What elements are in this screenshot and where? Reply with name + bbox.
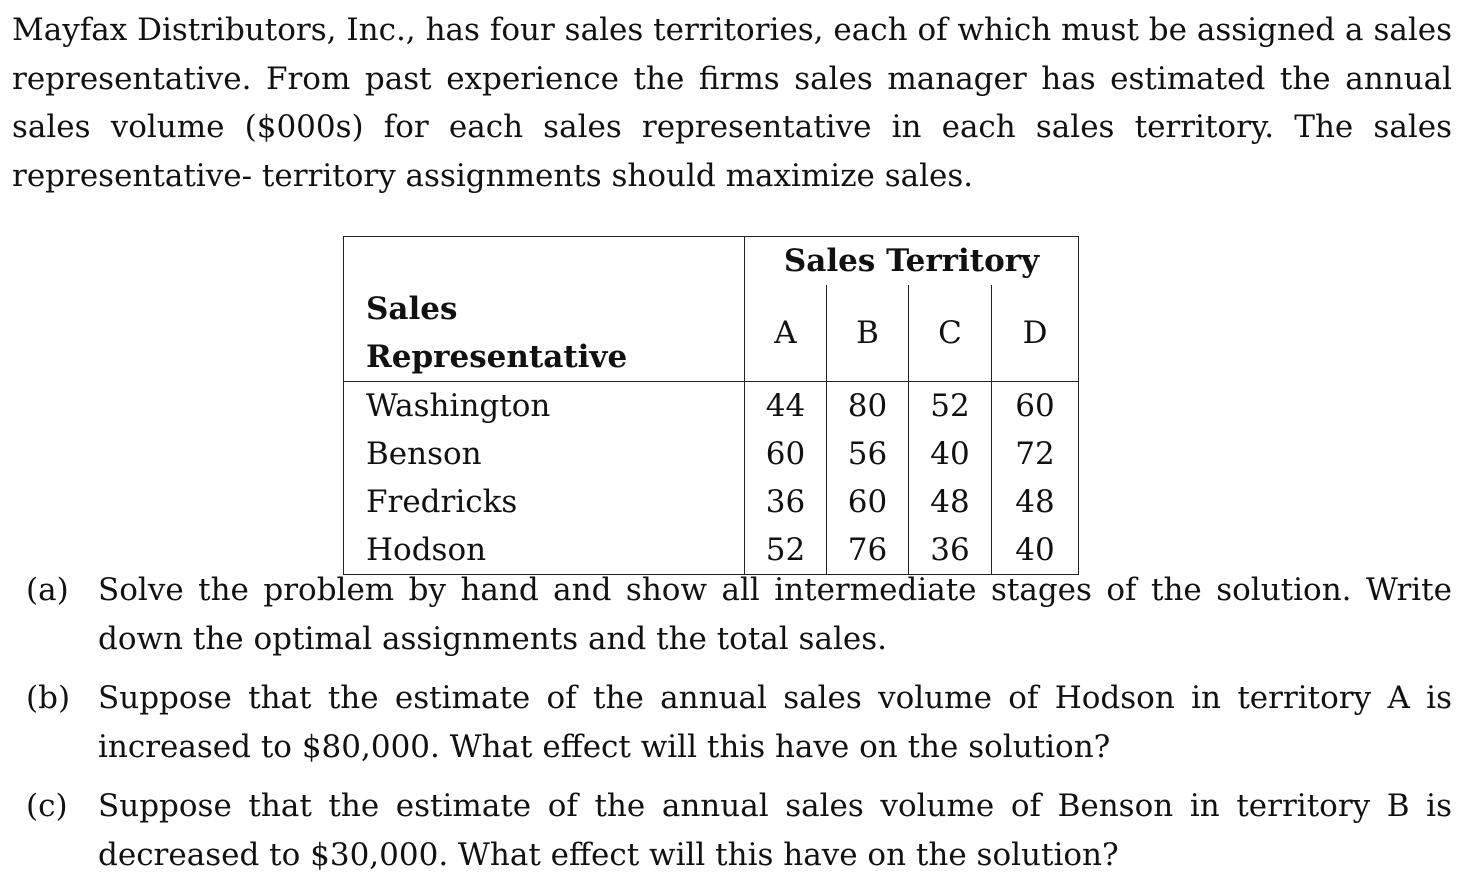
- rep-name-cell: Benson: [366, 436, 482, 472]
- table-header-row-1: [344, 237, 1079, 286]
- rep-name-cell: Washington: [366, 388, 551, 424]
- sales-territory-header: Sales Territory: [745, 237, 1079, 286]
- value-cell: 40: [909, 430, 992, 478]
- sales-table-container: [343, 236, 1079, 575]
- intro-paragraph: Mayfax Distributors, Inc., has four sales territories, each of which must be assigned a sales representative. From past experience the firms sales manager has estimated the annual sales volume ($000s) for each sales representative in each sales territory. The sales representative- territory assignments should maximize sales.: [12, 12, 1452, 194]
- value-cell: 48: [909, 478, 992, 526]
- question-c: [26, 782, 1452, 879]
- value-cell: 36: [745, 478, 827, 526]
- value-cell: 80: [827, 382, 909, 431]
- blank-corner-cell: [344, 237, 745, 286]
- table-row: [344, 430, 1079, 478]
- question-list: [26, 566, 1452, 890]
- rep-name-cell: Hodson: [366, 532, 487, 568]
- table-header-row-2: [344, 285, 1079, 382]
- sales-representative-header: Sales Representative: [344, 285, 745, 382]
- value-cell: 76: [827, 526, 909, 575]
- question-label: (a): [26, 572, 69, 608]
- column-header-c: C: [909, 285, 992, 382]
- value-cell: 36: [909, 526, 992, 575]
- value-cell: 60: [745, 430, 827, 478]
- value-cell: 52: [909, 382, 992, 431]
- value-cell: 44: [745, 382, 827, 431]
- question-text: Solve the problem by hand and show all intermediate stages of the solution. Write down the optimal assignments and the total sales.: [98, 572, 1452, 657]
- question-text: Suppose that the estimate of the annual sales volume of Benson in territory B is decreased to $30,000. What effect will this have on the solution?: [98, 788, 1452, 873]
- column-header-d: D: [992, 285, 1079, 382]
- table-row: [344, 382, 1079, 431]
- question-b: [26, 674, 1452, 771]
- question-a: [26, 566, 1452, 663]
- value-cell: 52: [745, 526, 827, 575]
- sales-table: [343, 236, 1079, 575]
- rep-name-cell: Fredricks: [366, 484, 518, 520]
- value-cell: 72: [992, 430, 1079, 478]
- column-header-b: B: [827, 285, 909, 382]
- question-text: Suppose that the estimate of the annual sales volume of Hodson in territory A is increased to $80,000. What effect will this have on the solution?: [98, 680, 1452, 765]
- table-row: [344, 478, 1079, 526]
- column-header-a: A: [745, 285, 827, 382]
- value-cell: 60: [827, 478, 909, 526]
- question-label: (c): [26, 788, 68, 824]
- value-cell: 40: [992, 526, 1079, 575]
- question-label: (b): [26, 680, 71, 716]
- value-cell: 60: [992, 382, 1079, 431]
- value-cell: 56: [827, 430, 909, 478]
- value-cell: 48: [992, 478, 1079, 526]
